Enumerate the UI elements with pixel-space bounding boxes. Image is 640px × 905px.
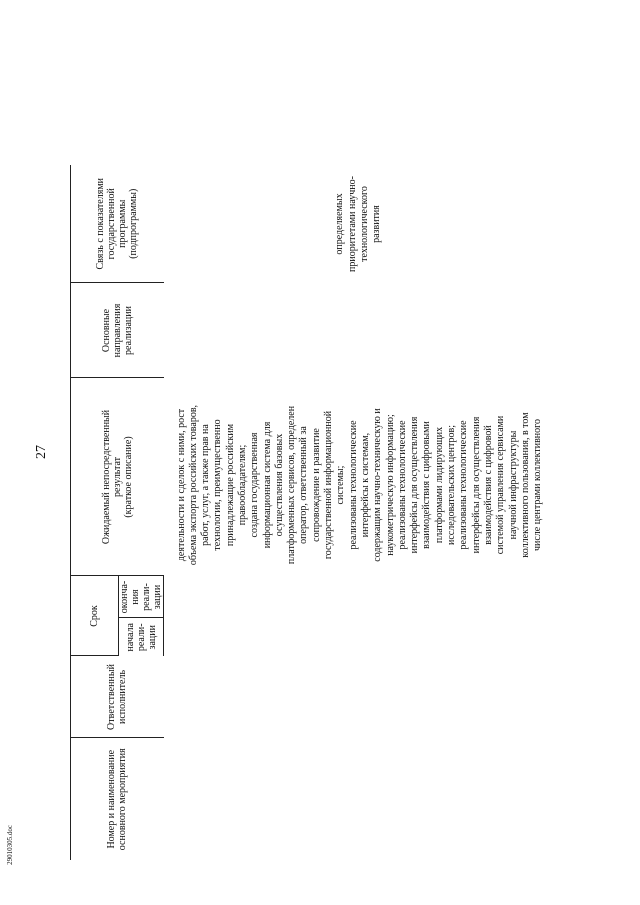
document-id: 29010305.doc (6, 825, 14, 865)
header-relation-indicators: Связь с показателями государственной программы (подпрограммы) (71, 165, 164, 283)
rotated-table-container (70, 60, 620, 860)
header-responsible: Ответственный исполнитель (71, 656, 164, 738)
expected-result-text: деятельности и сделок с ними, рост объема экспорта российских товаров, работ, услуг, а также прав на технологии, преимущественно принадлежащие российским правообладателям; создана государственная информационная система для осуществления базовых платформенных сервисов, определен оператор, ответственный за сопровождение и развитие государственной информационной системы; реализованы технологические интерфейсы к системам, содержащим научно-техническую и наукометрическую информацию; реализованы технологические интерфейсы для осуществления взаимодействия с цифровыми платформами лидирующих исследовательских центров; реализованы технологические интерфейсы для осуществления взаимодействия с цифровой системой управления сервисами научной инфраструктуры коллективного пользования, в том числе центрами коллективного (175, 404, 544, 566)
cell-main-directions (164, 283, 545, 378)
cell-term-end (164, 576, 545, 618)
measures-table (70, 165, 544, 860)
header-main-directions: Основные направления реализации (71, 283, 164, 378)
relation-text: определяемых приоритетами научно- технологического развития (334, 176, 383, 272)
cell-responsible (164, 656, 545, 738)
cell-relation-indicators (164, 165, 545, 283)
cell-measure-name (164, 738, 545, 860)
header-term-end: оконча- ния реали- зации (119, 576, 164, 618)
header-expected-result: Ожидаемый непосредственный результат (краткое описание) (71, 378, 164, 576)
page-number: 27 (34, 445, 49, 459)
header-term: Срок (71, 576, 119, 656)
header-measure-name: Номер и наименование основного мероприятия (71, 738, 164, 860)
table-row (164, 165, 545, 860)
header-term-start: начала реали- зации (119, 618, 164, 656)
cell-expected-result (164, 378, 545, 576)
cell-term-start (164, 618, 545, 656)
